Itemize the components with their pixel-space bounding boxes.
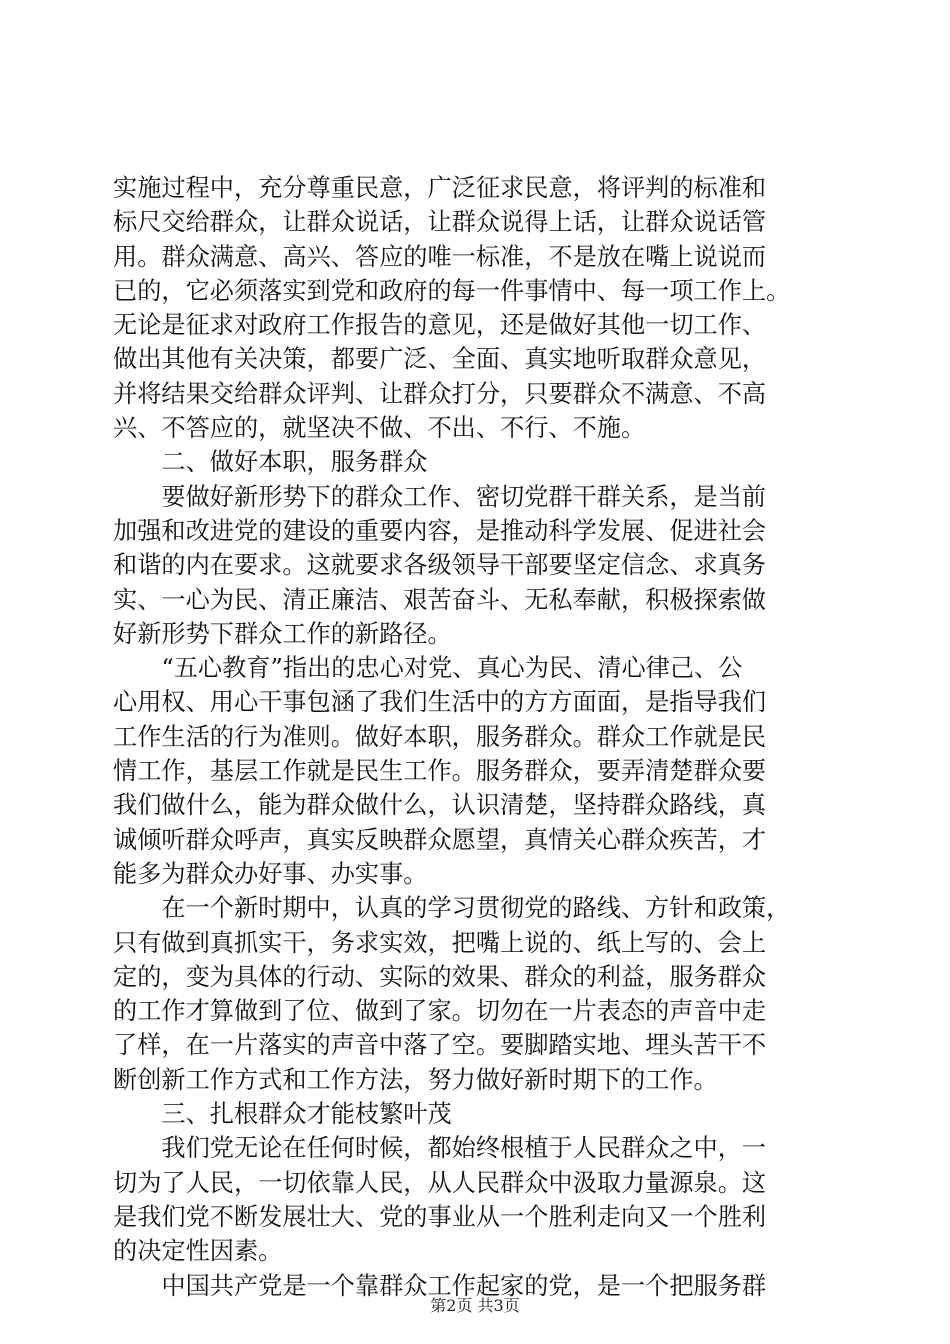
section-heading: 三、扎根群众才能枝繁叶茂 [113,1100,452,1129]
text-line: 只有做到真抓实干，务求实效，把嘴上说的、纸上写的、会上 [113,928,767,957]
text-line: 已的，它必须落实到党和政府的每一件事情中、每一项工作上。 [113,276,791,305]
text-line: 的工作才算做到了位、做到了家。切勿在一片表态的声音中走 [113,997,767,1026]
text-line: 诚倾听群众呼声，真实反映群众愿望，真情关心群众疾苦，才 [113,825,767,854]
text-line: 断创新工作方式和工作方法，努力做好新时期下的工作。 [113,1065,718,1094]
text-line: 无论是征求对政府工作报告的意见，还是做好其他一切工作、 [113,311,767,340]
text-line: 能多为群众办好事、办实事。 [113,859,428,888]
section-heading: 二、做好本职，服务群众 [113,448,428,477]
text-line: “五心教育”指出的忠心对党、真心为民、清心律己、公 [113,654,743,683]
page-number-footer: 第2页 共3页 [430,1296,520,1315]
text-line: 我们党无论在任何时候，都始终根植于人民群众之中，一 [113,1134,767,1163]
text-line: 好新形势下群众工作的新路径。 [113,619,452,648]
text-line: 加强和改进党的建设的重要内容，是推动科学发展、促进社会 [113,516,767,545]
text-line: 了样，在一片落实的声音中落了空。要脚踏实地、埋头苦干不 [113,1031,767,1060]
document-body [113,171,853,1303]
text-line: 切为了人民，一切依靠人民，从人民群众中汲取力量源泉。这 [113,1168,767,1197]
text-line: 情工作，基层工作就是民生工作。服务群众，要弄清楚群众要 [113,757,767,786]
text-line: 实、一心为民、清正廉洁、艰苦奋斗、无私奉献，积极探索做 [113,585,767,614]
text-line: 在一个新时期中，认真的学习贯彻党的路线、方针和政策， [113,894,791,923]
text-line: 兴、不答应的，就坚决不做、不出、不行、不施。 [113,414,646,443]
text-line: 中国共产党是一个靠群众工作起家的党，是一个把服务群 [113,1271,767,1300]
text-line: 用。群众满意、高兴、答应的唯一标准，不是放在嘴上说说而 [113,242,767,271]
text-line: 做出其他有关决策，都要广泛、全面、真实地听取群众意见， [113,345,767,374]
text-line: 和谐的内在要求。这就要求各级领导干部要坚定信念、求真务 [113,551,767,580]
text-line: 是我们党不断发展壮大、党的事业从一个胜利走向又一个胜利 [113,1202,767,1231]
text-line: 实施过程中，充分尊重民意，广泛征求民意，将评判的标准和 [113,174,767,202]
text-line: 工作生活的行为准则。做好本职，服务群众。群众工作就是民 [113,722,767,751]
text-line: 心用权、用心干事包涵了我们生活中的方方面面，是指导我们 [113,688,767,717]
text-line: 并将结果交给群众评判、让群众打分，只要群众不满意、不高 [113,379,767,408]
text-line: 标尺交给群众，让群众说话，让群众说得上话，让群众说话管 [113,208,767,237]
text-line: 的决定性因素。 [113,1237,283,1266]
text-line: 定的，变为具体的行动、实际的效果、群众的利益，服务群众 [113,962,767,991]
text-line: 我们做什么，能为群众做什么，认识清楚，坚持群众路线，真 [113,791,767,820]
text-line: 要做好新形势下的群众工作、密切党群干群关系，是当前 [113,482,767,511]
